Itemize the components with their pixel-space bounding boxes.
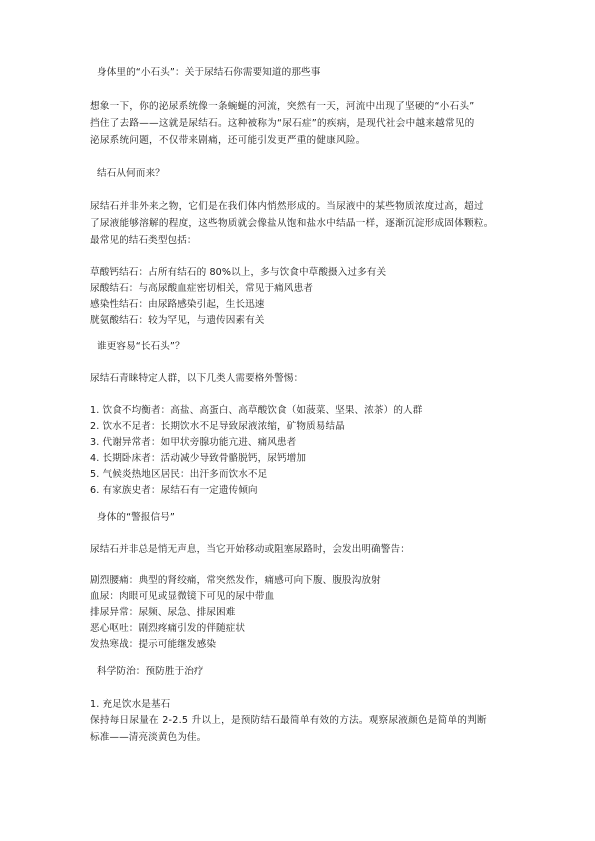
risk-list-item: 5. 气候炎热地区居民：出汗多而饮水不足 [90,469,268,480]
section-heading-prevention: 科学防治：预防胜于治疗 [97,666,204,677]
symptom-item: 发热寒战：提示可能继发感染 [90,639,217,650]
section-heading-risk: 谁更容易“长石头”？ [97,341,185,352]
risk-list-item: 4. 长期卧床者：活动减少导致骨骼脱钙，尿钙增加 [90,453,307,464]
risk-list-item: 6. 有家族史者：尿结石有一定遗传倾向 [90,485,258,496]
risk-list-item: 3. 代谢异常者：如甲状旁腺功能亢进、痛风患者 [90,437,297,448]
origin-line-3: 最常见的结石类型包括： [90,235,197,246]
stone-type-item: 胱氨酸结石：较为罕见，与遗传因素有关 [90,315,265,326]
intro-line-2: 挡住了去路——这就是尿结石。这种被称为“尿石症”的疾病，是现代社会中越来越常见的 [90,118,475,129]
section-heading-origin: 结石从何而来？ [97,168,165,179]
symptom-item: 血尿：肉眼可见或显微镜下可见的尿中带血 [90,591,275,602]
origin-line-2: 了尿液能够溶解的程度，这些物质就会像盐从饱和盐水中结晶一样，逐渐沉淀形成固体颗粒。 [90,218,494,229]
stone-type-item: 草酸钙结石：占所有结石的 80%以上，多与饮食中草酸摄入过多有关 [90,267,387,278]
risk-list-item: 2. 饮水不足者：长期饮水不足导致尿液浓缩，矿物质易结晶 [90,421,345,432]
prevention-line-2: 标准——清亮淡黄色为佳。 [90,732,207,743]
origin-line-1: 尿结石并非外来之物，它们是在我们体内悄然形成的。当尿液中的某些物质浓度过高，超过 [90,201,484,212]
prevention-subheading: 1. 充足饮水是基石 [90,699,171,710]
document-title: 身体里的“小石头”：关于尿结石你需要知道的那些事 [97,67,321,78]
symptom-item: 恶心呕吐：剧烈疼痛引发的伴随症状 [90,623,246,634]
signals-intro: 尿结石并非总是悄无声息，当它开始移动或阻塞尿路时，会发出明确警告： [90,544,410,555]
section-heading-signals: 身体的“警报信号” [97,512,175,523]
stone-type-item: 感染性结石：由尿路感染引起，生长迅速 [90,299,265,310]
intro-line-3: 泌尿系统问题，不仅带来剧痛，还可能引发更严重的健康风险。 [90,135,366,146]
stone-type-item: 尿酸结石：与高尿酸血症密切相关，常见于痛风患者 [90,283,313,294]
risk-list-item: 1. 饮食不均衡者：高盐、高蛋白、高草酸饮食（如菠菜、坚果、浓茶）的人群 [90,405,423,416]
intro-line-1: 想象一下，你的泌尿系统像一条蜿蜒的河流，突然有一天，河流中出现了坚硬的“小石头” [90,101,475,112]
symptom-item: 剧烈腰痛：典型的肾绞痛，常突然发作，痛感可向下腹、腹股沟放射 [90,575,381,586]
prevention-line-1: 保持每日尿量在 2-2.5 升以上，是预防结石最简单有效的方法。观察尿液颜色是简单的判断 [90,715,487,726]
symptom-item: 排尿异常：尿频、尿急、排尿困难 [90,607,236,618]
risk-intro: 尿结石青睐特定人群，以下几类人需要格外警惕： [90,373,304,384]
